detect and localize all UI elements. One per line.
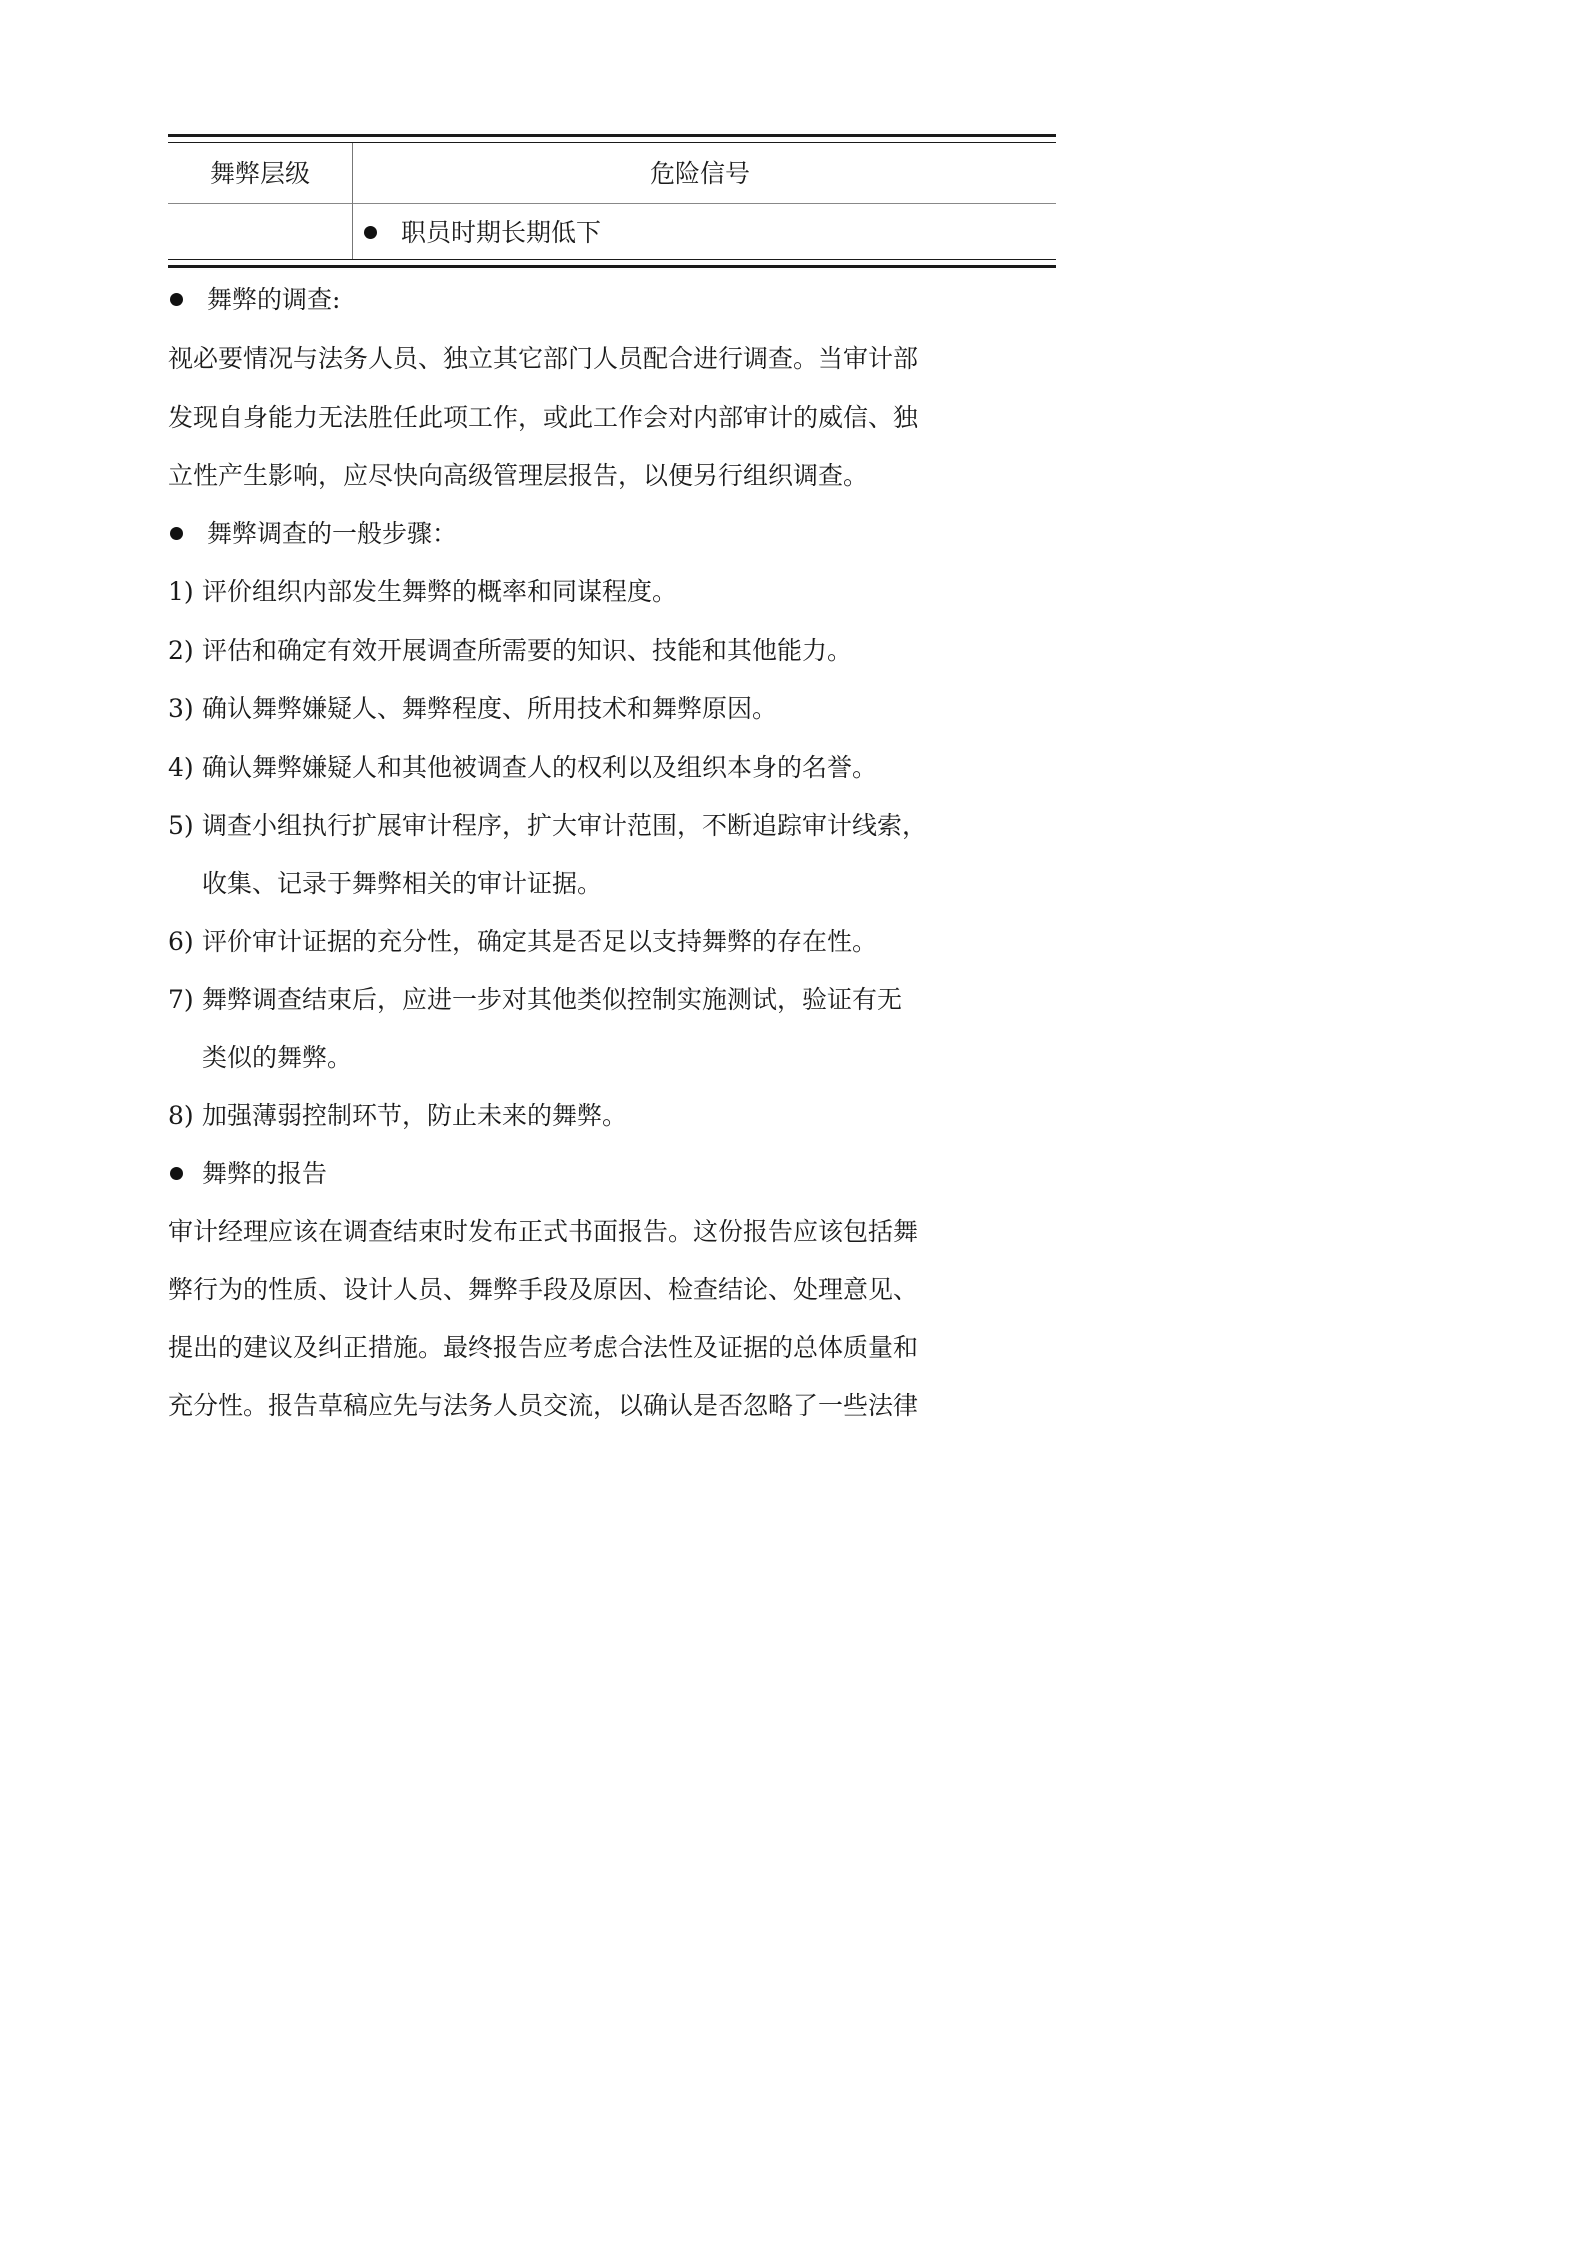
report-para-line: 充分性。报告草稿应先与法务人员交流，以确认是否忽略了一些法律 [168,1391,919,1420]
bullet-icon [364,226,377,239]
step-number: 6) [168,927,194,956]
table-top-rule-thick [168,134,1056,137]
step-text: 调查小组执行扩展审计程序，扩大审计范围，不断追踪审计线索， [202,811,928,840]
header-divider [168,203,1056,204]
report-para-line: 弊行为的性质、设计人员、舞弊手段及原因、检查结论、处理意见、 [168,1275,919,1304]
step-text: 加强薄弱控制环节，防止未来的舞弊。 [202,1101,628,1130]
step-number: 5) [168,811,194,840]
investigation-para-line: 发现自身能力无法胜任此项工作，或此工作会对内部审计的威信、独 [168,403,919,432]
step-number: 4) [168,753,194,782]
report-heading: 舞弊的报告 [202,1159,328,1188]
step-text-continued: 收集、记录于舞弊相关的审计证据。 [202,869,603,898]
header-fraud-level: 舞弊层级 [210,159,311,188]
table-bottom-rule-thin [168,259,1056,260]
column-divider [352,143,353,259]
table-bottom-rule-thick [168,265,1056,268]
step-text: 确认舞弊嫌疑人、舞弊程度、所用技术和舞弊原因。 [202,694,778,723]
step-text: 评估和确定有效开展调查所需要的知识、技能和其他能力。 [202,636,853,665]
investigation-para-line: 立性产生影响，应尽快向高级管理层报告，以便另行组织调查。 [168,461,869,490]
step-number: 3) [168,694,194,723]
step-text: 评价审计证据的充分性，确定其是否足以支持舞弊的存在性。 [202,927,878,956]
step-number: 8) [168,1101,194,1130]
step-text: 评价组织内部发生舞弊的概率和同谋程度。 [202,577,678,606]
steps-heading: 舞弊调查的一般步骤： [207,519,458,548]
step-number: 7) [168,985,194,1014]
bullet-icon [170,1167,183,1180]
bullet-icon [170,293,183,306]
step-text: 舞弊调查结束后，应进一步对其他类似控制实施测试，验证有无 [202,985,903,1014]
document-page [0,0,1099,1555]
report-para-line: 审计经理应该在调查结束时发布正式书面报告。这份报告应该包括舞 [168,1217,919,1246]
bullet-icon [170,527,183,540]
investigation-heading: 舞弊的调查: [207,285,341,314]
investigation-para-line: 视必要情况与法务人员、独立其它部门人员配合进行调查。当审计部 [168,344,919,373]
step-text: 确认舞弊嫌疑人和其他被调查人的权利以及组织本身的名誉。 [202,753,878,782]
step-number: 1) [168,577,194,606]
step-number: 2) [168,636,194,665]
risk-signal-item: 职员时期长期低下 [401,218,602,247]
table-top-rule-thin [168,142,1056,143]
step-text-continued: 类似的舞弊。 [202,1043,353,1072]
report-para-line: 提出的建议及纠正措施。最终报告应考虑合法性及证据的总体质量和 [168,1333,919,1362]
header-risk-signal: 危险信号 [650,159,751,188]
